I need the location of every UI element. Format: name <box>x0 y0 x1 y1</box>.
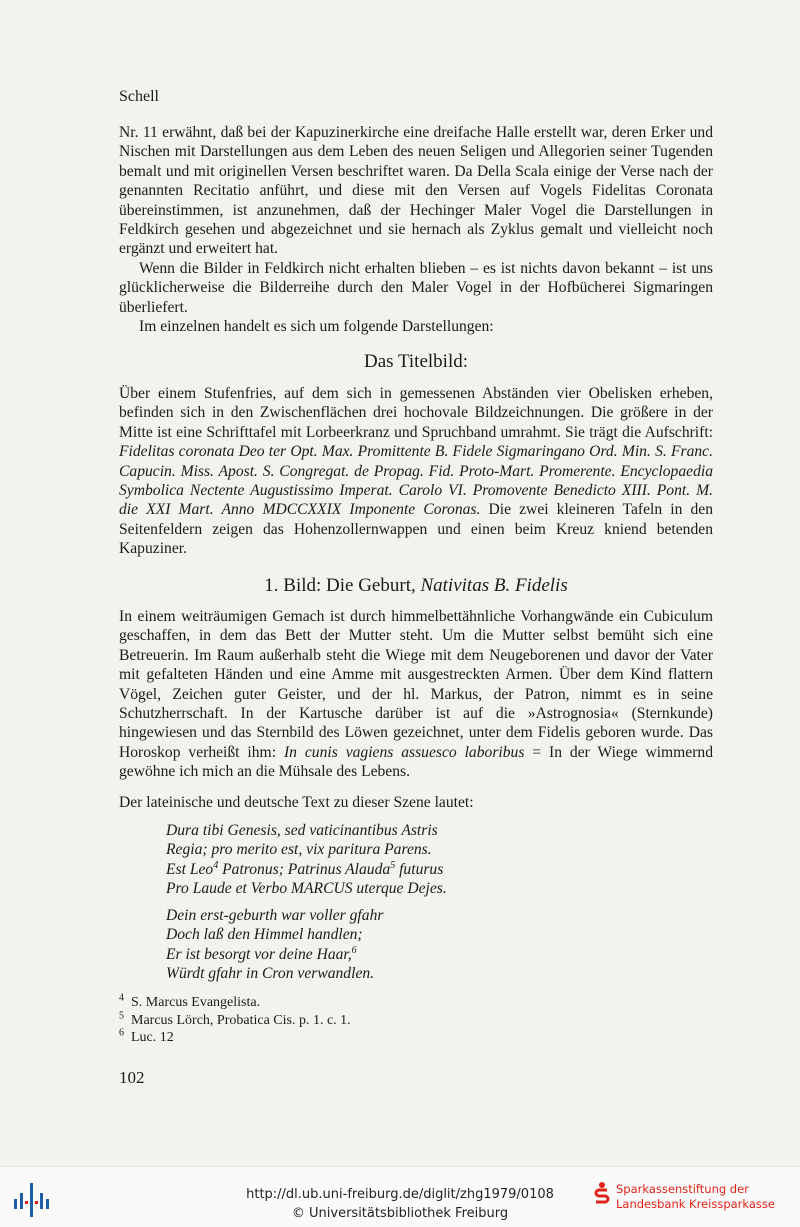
verse-line: Er ist besorgt vor deine Haar,$^6$ <box>166 944 357 963</box>
verse-line: Würdt gfahr in Cron verwandlen. <box>166 965 375 983</box>
verse-line: Est Leo$^4$ Patronus; Patrinus Alauda$^5$ futurus <box>166 859 444 878</box>
titelbild-paragraph <box>119 384 713 559</box>
paragraph-3: Im einzelnen handelt es sich um folgende Darstellungen: <box>139 318 494 336</box>
titelbild-text-a: Über einem Stufenfries, auf dem sich in gemessenen Abständen vier Obelisken erheben, befinden sich in den Zwischenflächen drei hochovale Bildzeichnungen. Die größere in der Mitte ist eine Schrifttafel mit Lorbeerkranz und Spruchband umrahmt. Sie trägt die Aufschrift: <box>119 385 713 441</box>
page-number: 102 <box>119 1068 145 1087</box>
german-verse <box>166 906 383 984</box>
geburt-text-a: In einem weiträumigen Gemach ist durch himmelbettähnliche Vorhangwände ein Cubiculum geschaffen, in dem das Bett der Mutter steht. Um die Mutter selbst bemüht sich eine Betreuerin. Im Raum außerhalb steht die Wiege mit dem Neugeborenen und davor der Vater mit gefalteten Händen und eine Amme mit ausgestreckten Armen. Über dem Kind flattern Vögel, Zeichen guter Geister, und der hl. Markus, der Patron, nimmt es in seine Schutzherrschaft. In der Kartusche darüber ist auf die »Astrognosia« (Sternkunde) hingewiesen und das Sternbild des Löwen gezeichnet, unter dem Fidelis geboren wurde. Das Horoskop verheißt ihm: <box>119 608 713 761</box>
footnotes <box>119 994 351 1047</box>
paragraph-1: Nr. 11 erwähnt, daß bei der Kapuzinerkirche eine dreifache Halle erstellt war, deren Erker und Nischen mit Darstellungen aus dem Leben des neuen Seligen und Allegorien seiner Tugenden bemalt und mit originellen Versen beschriftet waren. Da Della Scala einige der Verse nach der genannten Recitatio anführt, und diese mit den Versen auf Vogels Fidelitas Coronata übereinstimmen, ist anzunehmen, daß der Hechinger Maler Vogel die Darstellungen in Feldkirch gesehen und abgezeichnet und sie hernach als Zyklus gemalt und vielleicht noch ergänzt und erweitert hat. <box>119 124 713 258</box>
verse-line: Regia; pro merito est, vix paritura Parens. <box>166 841 432 859</box>
heading-geburt-plain: 1. Bild: Die Geburt, <box>264 575 421 596</box>
sponsor-logo[interactable] <box>592 1179 796 1219</box>
sponsor-text: Sparkassenstiftung der Landesbank Kreissparkasse <box>616 1182 775 1211</box>
heading-geburt-italic: Nativitas B. Fidelis <box>420 575 568 596</box>
verse-line: Pro Laude et Verbo MARCUS uterque Dejes. <box>166 880 447 898</box>
verse-line: Dura tibi Genesis, sed vaticinantibus Astris <box>166 822 438 839</box>
paragraph-intro-block <box>119 123 713 336</box>
footnote-ref: 6 <box>351 944 357 956</box>
verse-line: Dein erst-geburth war voller gfahr <box>166 907 384 924</box>
text-intro-line: Der lateinische und deutsche Text zu dieser Szene lautet: <box>119 794 474 811</box>
running-head: Schell <box>119 88 159 105</box>
section-heading-titelbild: Das Titelbild: <box>364 351 468 372</box>
footnote: $^5$ Marcus Lörch, Probatica Cis. p. 1. c. 1. <box>119 1009 351 1028</box>
footnote: $^4$ S. Marcus Evangelista. <box>119 992 261 1010</box>
latin-verse <box>166 821 447 899</box>
footnote: $^6$ Luc. 12 <box>119 1027 174 1045</box>
footnote-ref: 5 <box>390 859 396 871</box>
section-heading-geburt <box>119 575 713 597</box>
footnote-ref: 4 <box>213 859 219 871</box>
verse-line: Doch laß den Himmel handlen; <box>166 926 363 944</box>
geburt-paragraph <box>119 607 713 782</box>
sparkasse-icon <box>592 1181 612 1205</box>
copyright-notice: © Universitätsbibliothek Freiburg <box>291 1206 509 1221</box>
permalink-url[interactable]: http://dl.ub.uni-freiburg.de/diglit/zhg1979/0108 <box>246 1187 554 1202</box>
geburt-text-b: = In der Wiege wimmernd gewöhne ich mich an die Mühsale des Lebens. <box>119 743 714 781</box>
viewer-footer <box>0 1166 800 1227</box>
paragraph-2: Wenn die Bilder in Feldkirch nicht erhalten blieben – es ist nichts davon bekannt – ist uns glücklicherweise die Bilderreihe durch den Maler Vogel in der Hofbücherei Sigmaringen überliefert. <box>119 259 713 316</box>
titelbild-text-b: Die zwei kleineren Tafeln in den Seitenfeldern zeigen das Hohenzollernwappen und einen beim Kreuz kniend betenden Kapuziner. <box>119 501 713 558</box>
geburt-latin-horoscope: In cunis vagiens assuesco laboribus <box>283 743 525 761</box>
titelbild-latin-inscription: Fidelitas coronata Deo ter Opt. Max. Promittente B. Fidele Sigmaringano Ord. Min. S. Franc. Capucin. Miss. Apost. S. Congregat. de Propag. Fid. Proto-Mart. Promerente. Encyclopaedia Symbolica Nectente Augustissimo Imperat. Carolo VI. Promovente Benedicto XIII. Pont. M. die XXI Mart. Anno MDCCXXIX Imponente Coronas. <box>119 443 713 519</box>
